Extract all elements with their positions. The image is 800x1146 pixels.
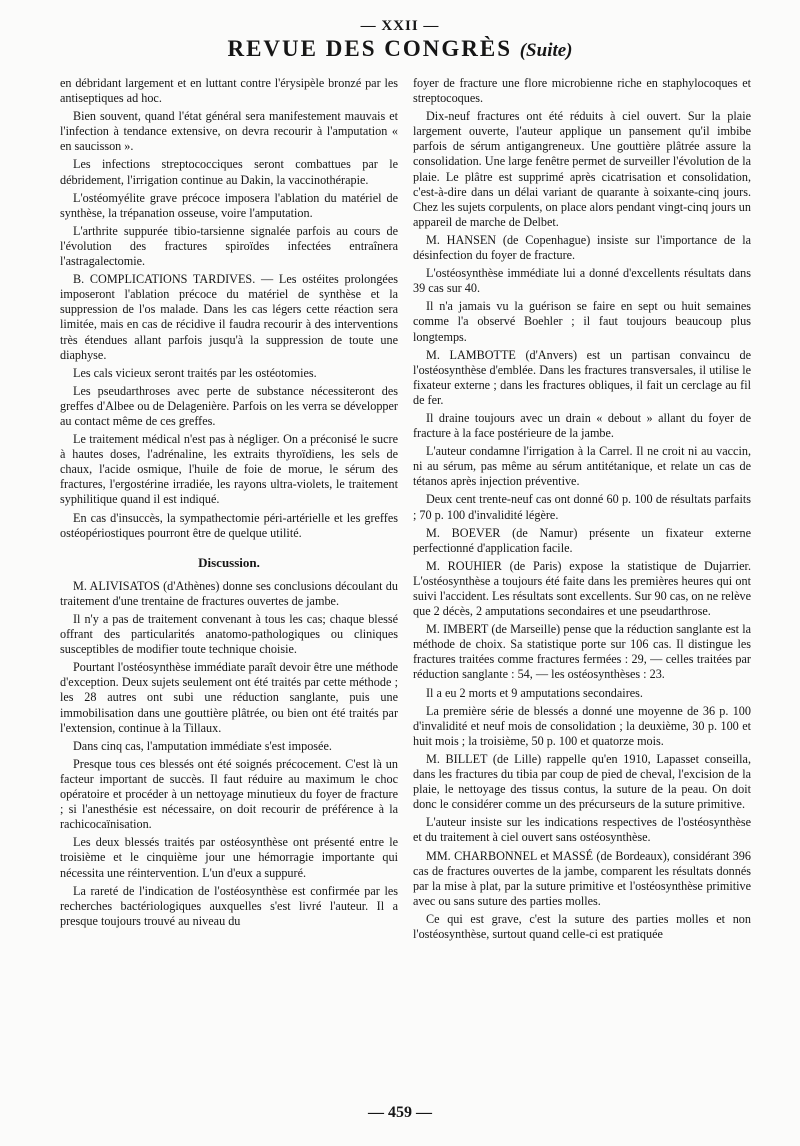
paragraph: Les deux blessés traités par ostéosynthèse ont présenté entre le troisième et le cinquième jour une hémorragie importante qui nécessita une réintervention. L'un d'eux a suppuré. [60, 835, 398, 880]
paragraph: B. COMPLICATIONS TARDIVES. — Les ostéites prolongées imposeront l'ablation précoce du matériel de synthèse et la suppression de l'os malade. Dans les cas légers cette réaction sera limitée, mais en cas de récidive il faudra recourir à des interventions très étendues allant parfois jusqu'à la suppression de toute une diaphyse. [60, 272, 398, 362]
paragraph: Bien souvent, quand l'état général sera manifestement mauvais et l'infection à tendance extensive, on devra recourir à l'amputation « en saucisson ». [60, 109, 398, 154]
paragraph: Pourtant l'ostéosynthèse immédiate paraît devoir être une méthode d'exception. Deux sujets seulement ont été traités par cette méthode ; les 28 autres ont subi une réduction sanglante, puis une immobilisation dans une gouttière plâtrée, ou bien ont été traités par l'extension, continue à la Tillaux. [60, 660, 398, 735]
page-roman-number: — XXII — [360, 18, 440, 34]
paragraph: Les infections streptococciques seront combattues par le débridement, l'irrigation continue au Dakin, la vaccinothérapie. [60, 157, 398, 187]
discussion-heading: Discussion. [198, 554, 260, 570]
journal-title-text: REVUE DES CONGRÈS [227, 36, 512, 61]
right-column [413, 76, 751, 945]
paragraph: L'ostéosynthèse immédiate lui a donné d'excellents résultats dans 39 cas sur 40. [413, 266, 751, 296]
paragraph: Presque tous ces blessés ont été soignés précocement. C'est là un facteur important de succès. Il faut réduire au maximum le choc opératoire et procéder à un nettoyage minutieux du foyer de fracture ; si l'anesthésie est nécessaire, on doit recourir de préférence à la rachicocaïnisation. [60, 756, 398, 832]
paragraph: Il n'y a pas de traitement convenant à tous les cas; chaque blessé offrant des particularités anatomo-pathologiques ou cliniques susceptibles de modifier toute technique choisie. [60, 612, 398, 657]
paragraph: Il draine toujours avec un drain « debout » allant du foyer de fracture à la face postérieure de la jambe. [413, 410, 751, 441]
paragraph: L'auteur condamne l'irrigation à la Carrel. Il ne croit ni au vaccin, ni au sérum, pas même au sérum antitétanique, et relate un cas de tétanos après injection préventive. [413, 444, 751, 489]
left-column [60, 76, 398, 932]
journal-title-suite: (Suite) [519, 40, 573, 61]
paragraph: Deux cent trente-neuf cas ont donné 60 p. 100 de résultats parfaits ; 70 p. 100 d'invalidité légère. [413, 492, 751, 522]
paragraph: L'arthrite suppurée tibio-tarsienne signalée parfois au cours de l'évolution des fractures spiroïdes infectées entraînera l'astragalectomie. [60, 223, 398, 269]
paragraph: La rareté de l'indication de l'ostéosynthèse est confirmée par les recherches bactériologiques auxquelles s'est livré l'auteur. Il a presque toujours trouvé au niveau du [60, 883, 398, 928]
page-number: — 459 — [368, 1104, 432, 1121]
paragraph: Ce qui est grave, c'est la suture des parties molles et non l'ostéosynthèse, surtout quand celle-ci est pratiquée [413, 911, 751, 941]
paragraph: Il n'a jamais vu la guérison se faire en sept ou huit semaines comme l'a observé Boehler ; il faut toujours beaucoup plus longtemps. [413, 299, 751, 344]
paragraph: Les pseudarthroses avec perte de substance nécessiteront des greffes d'Albee ou de Delagenière. Parfois on les verra se développer au contact même de ces greffes. [60, 383, 398, 428]
paragraph: MM. CHARBONNEL et MASSÉ (de Bordeaux), considérant 396 cas de fractures ouvertes de la jambe, comparent les résultats donnés par la mise à plat, par la suture primitive et l'ostéosynthèse primitive avec ou sans suture des parties molles. [413, 848, 751, 908]
paragraph: La première série de blessés a donné une moyenne de 36 p. 100 d'invalidité et neuf mois de consolidation ; la deuxième, 30 p. 100 et huit mois ; la troisième, 50 p. 100 et quatorze mois. [413, 703, 751, 748]
paragraph: Il a eu 2 morts et 9 amputations secondaires. [426, 685, 643, 700]
paragraph: Dans cinq cas, l'amputation immédiate s'est imposée. [73, 738, 332, 753]
paragraph: M. BILLET (de Lille) rappelle qu'en 1910, Lapasset conseilla, dans les fractures du tibia par coup de pied de cheval, l'excision de la plaie, le nettoyage des tissus contus, la suture de la peau. On doit donc le considérer comme un des précurseurs de la suture primitive. [413, 751, 751, 812]
paragraph: Dix-neuf fractures ont été réduits à ciel ouvert. Sur la plaie largement ouverte, l'auteur applique un pansement qu'il imbibe parfois de sérum antigangreneux. Une gouttière plâtrée assure la consolidation. Une large fenêtre permet de surveiller l'évolution de la plaie. Le plâtre est supprimé après cicatrisation et consolidation, c'est-à-dire dans un délai variant de quarante à soixante-cinq jours. Chez les sujets corpulents, on place alors pendant vingt-cinq jours un appareil de marche de Delbet. [413, 109, 751, 229]
paragraph: Les cals vicieux seront traités par les ostéotomies. [73, 365, 317, 380]
paragraph: en débridant largement et en luttant contre l'érysipèle bronzé par les antiseptiques ad hoc. [60, 76, 398, 106]
paragraph: En cas d'insuccès, la sympathectomie péri-artérielle et les greffes ostéopériostiques pourront être de quelque utilité. [60, 510, 398, 540]
paragraph: M. ALIVISATOS (d'Athènes) donne ses conclusions découlant du traitement d'une trentaine de fractures ouvertes de jambe. [60, 578, 398, 608]
paragraph: M. HANSEN (de Copenhague) insiste sur l'importance de la désinfection du foyer de fracture. [413, 232, 751, 263]
paragraph: M. ROUHIER (de Paris) expose la statistique de Dujarrier. L'ostéosynthèse a toujours été faite dans les premières heures qui ont suivi l'accident. Les résultats sont excellents. Sur 90 cas, on ne relève que 2 décès, 2 amputations secondaires et une pseudarthrose. [413, 558, 751, 619]
paragraph: foyer de fracture une flore microbienne riche en staphylocoques et streptocoques. [413, 76, 751, 106]
paragraph: L'auteur insiste sur les indications respectives de l'ostéosynthèse et du traitement à ciel ouvert sans ostéosynthèse. [413, 815, 751, 845]
paragraph: M. IMBERT (de Marseille) pense que la réduction sanglante est la méthode de choix. Sa statistique porte sur 106 cas. Il distingue les fractures traitées comme fractures fermées : 29, — celles traitées par réduction sanglante : 54, — les ostéosynthèses : 23. [413, 622, 751, 682]
journal-title [0, 36, 800, 62]
paragraph: M. LAMBOTTE (d'Anvers) est un partisan convaincu de l'ostéosynthèse d'emblée. Dans les fractures transversales, il utilise le fixateur externe ; dans les fractures obliques, il fait un cerclage au fil de fer. [413, 347, 751, 407]
paragraph: Le traitement médical n'est pas à négliger. On a préconisé le sucre à hautes doses, l'adrénaline, les extraits thyroïdiens, les sels de chaux, l'acide osmique, l'huile de foie de morue, le sérum des fractures, l'ergostérine irradiée, les rayons ultra-violets, le traitement syphilitique quand il est indiqué. [60, 432, 398, 507]
paragraph: M. BOEVER (de Namur) présente un fixateur externe perfectionné d'application facile. [413, 525, 751, 555]
paragraph: L'ostéomyélite grave précoce imposera l'ablation du matériel de synthèse, la trépanation osseuse, voire l'amputation. [60, 190, 398, 220]
